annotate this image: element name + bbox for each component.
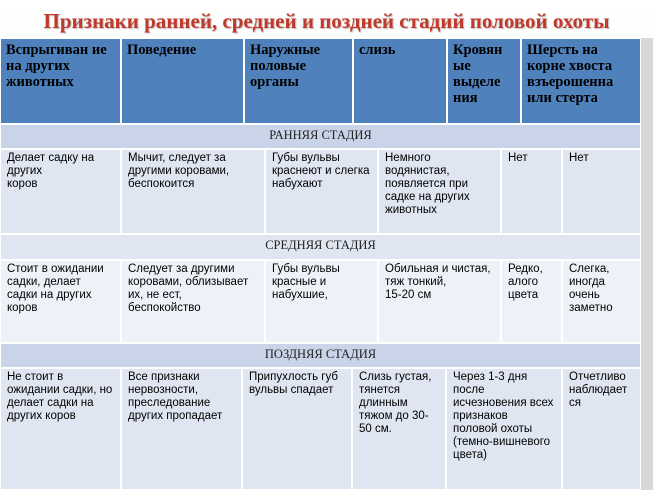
late-mounting: Не стоит в ожидании садки, но делает садки на других коров <box>0 368 121 490</box>
early-external-organs: Губы вульвы краснеют и слегка набухают <box>265 149 378 234</box>
header-external-organs: Наружные половые органы <box>244 38 353 124</box>
header-bloody-discharge: Кровян ые выделе ния <box>447 38 521 124</box>
slide-title: Признаки ранней, средней и поздней стадий половой охоты <box>43 9 610 33</box>
header-mucus: слизь <box>353 38 447 124</box>
late-external-organs: Припухлость губ вульвы спадает <box>242 368 352 490</box>
early-tail-hair: Нет <box>562 149 641 234</box>
late-mucus: Слизь густая, тянется длинным тяжом до 30-50 см. <box>352 368 446 490</box>
late-bloody-discharge: Через 1-3 дня после исчезновения всех признаков половой охоты (темно-вишневого цвета) <box>446 368 562 490</box>
middle-bloody-discharge: Редко, алого цвета <box>501 260 562 343</box>
header-mounting: Вспрыгиван ие на других животных <box>0 38 121 124</box>
header-behavior: Поведение <box>121 38 244 124</box>
early-mounting: Делает садку на других коров <box>0 149 121 234</box>
early-bloody-discharge: Нет <box>501 149 562 234</box>
middle-mounting: Стоит в ожидании садки, делает садки на других коров <box>0 260 121 343</box>
early-behavior: Мычит, следует за другими коровами, беспокоится <box>121 149 265 234</box>
header-tail-hair: Шерсть на корне хвоста взъерошенна или стерта <box>521 38 641 124</box>
middle-mucus: Обильная и чистая, тяж тонкий, 15-20 см <box>378 260 501 343</box>
stage-middle: СРЕДНЯЯ СТАДИЯ <box>0 234 641 260</box>
stage-early: РАННЯЯ СТАДИЯ <box>0 124 641 149</box>
late-behavior: Все признаки нервозности, преследование других пропадает <box>121 368 242 490</box>
early-mucus: Немного водянистая, появляется при садке на других животных <box>378 149 501 234</box>
middle-tail-hair: Слегка, иногда очень заметно <box>562 260 641 343</box>
slide-edge <box>641 38 653 490</box>
stage-late: ПОЗДНЯЯ СТАДИЯ <box>0 343 641 368</box>
late-tail-hair: Отчетливо наблюдает ся <box>562 368 641 490</box>
middle-behavior: Следует за другими коровами, облизывает их, не ест, беспокойство <box>121 260 265 343</box>
middle-external-organs: Губы вульвы красные и набухшие, <box>265 260 378 343</box>
